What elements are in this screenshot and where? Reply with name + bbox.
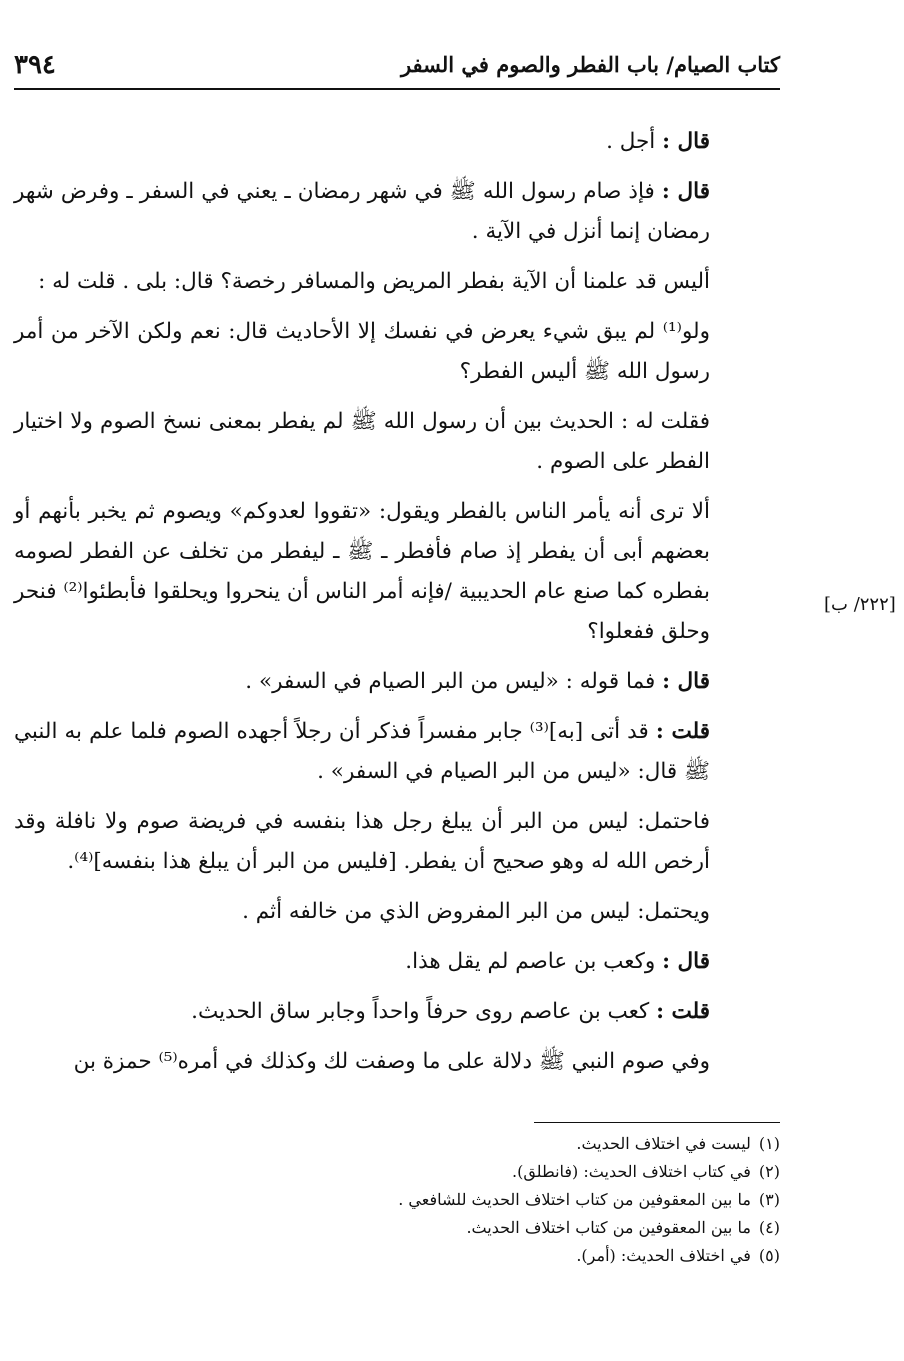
- paragraph-text: فما قوله : «ليس من البر الصيام في السفر» .: [245, 669, 663, 694]
- footnote-text: ما بين المعقوفين من كتاب اختلاف الحديث.: [466, 1218, 751, 1237]
- footnote-text: في كتاب اختلاف الحديث: (فانطلق).: [511, 1162, 751, 1181]
- footnote-text: ليست في اختلاف الحديث.: [576, 1134, 751, 1153]
- speaker-label: قال :: [662, 669, 710, 694]
- running-header: [14, 50, 780, 90]
- paragraph-text: كعب بن عاصم روى حرفاً واحداً وجابر ساق الحديث.: [191, 999, 657, 1024]
- paragraph: [14, 262, 780, 302]
- footnote: [80, 1242, 780, 1270]
- paragraph: [14, 1042, 780, 1082]
- paragraph-text: وفي صوم النبي ﷺ دلالة على ما وصفت لك وكذلك في أمره⁽⁵⁾ حمزة بن: [73, 1049, 710, 1074]
- paragraph-text: ولو⁽¹⁾ لم يبق شيء يعرض في نفسك إلا الأحاديث قال: نعم ولكن الآخر من أمر رسول الله ﷺ أليس الفطر؟: [14, 319, 710, 384]
- paragraph: [14, 492, 780, 652]
- paragraph-text: فإذ صام رسول الله ﷺ في شهر رمضان ـ يعني في السفر ـ وفرض شهر رمضان إنما أنزل في الآية .: [14, 179, 710, 244]
- footnote: [80, 1130, 780, 1158]
- footnote: [80, 1214, 780, 1242]
- footnote-number: (١): [758, 1134, 780, 1153]
- paragraph: [14, 662, 780, 702]
- paragraph: [14, 942, 780, 982]
- paragraph-text: أليس قد علمنا أن الآية بفطر المريض والمسافر رخصة؟ قال: بلى . قلت له :: [38, 269, 710, 294]
- paragraph-text: ويحتمل: ليس من البر المفروض الذي من خالفه أثم .: [242, 899, 710, 924]
- footnote-divider: [534, 1122, 780, 1123]
- chapter-title: كتاب الصيام/ باب الفطر والصوم في السفر: [400, 52, 780, 77]
- paragraph-text: ألا ترى أنه يأمر الناس بالفطر ويقول: «تقووا لعدوكم» ويصوم ثم يخبر بأنهم أو بعضهم أبى أن يفطر إذ صام فأفطر ـ ﷺ ـ ليفطر من تخلف عن الفطر لصومه بفطره كما صنع عام الحديبية /فإنه أمر الناس أن ينحروا ويحلقوا فأبطئوا⁽²⁾ فنحر وحلق ففعلوا؟: [13, 499, 710, 644]
- paragraph-text: فقلت له : الحديث بين أن رسول الله ﷺ لم يفطر بمعنى نسخ الصوم ولا اختيار الفطر على الصوم .: [14, 409, 710, 474]
- paragraph: [14, 402, 780, 482]
- footnote: [80, 1186, 780, 1214]
- paragraph: [14, 312, 780, 392]
- speaker-label: قلت :: [655, 719, 710, 744]
- page-number: ٣٩٤: [14, 50, 56, 80]
- speaker-label: قال :: [662, 129, 710, 154]
- paragraph: [14, 992, 780, 1032]
- paragraph: [14, 892, 780, 932]
- footnote-number: (٣): [758, 1190, 780, 1209]
- paragraph: [14, 802, 780, 882]
- paragraph-text: قد أتى [به]⁽³⁾ جابر مفسراً فذكر أن رجلاً أجهده الصوم فلما علم به النبي ﷺ قال: «ليس من البر الصيام في السفر» .: [14, 719, 710, 784]
- speaker-label: قال :: [661, 179, 710, 204]
- footnote: [80, 1158, 780, 1186]
- footnotes: [80, 1130, 780, 1270]
- footnote-number: (٥): [758, 1246, 780, 1265]
- footnote-text: في اختلاف الحديث: (أمر).: [576, 1246, 751, 1265]
- main-text: [14, 122, 780, 1092]
- margin-folio-note: [٢٢٢/ ب]: [824, 594, 896, 615]
- paragraph-text: فاحتمل: ليس من البر أن يبلغ رجل هذا بنفسه في فريضة صوم ولا نافلة وقد أرخص الله له وهو صحيح أن يفطر. [فليس من البر أن يبلغ هذا بنفسه]⁽⁴⁾.: [14, 809, 710, 874]
- footnote-number: (٤): [758, 1218, 780, 1237]
- speaker-label: قال :: [662, 949, 710, 974]
- paragraph: [14, 122, 780, 162]
- speaker-label: قلت :: [656, 999, 710, 1024]
- paragraph: [14, 172, 780, 252]
- footnote-number: (٢): [758, 1162, 780, 1181]
- footnote-text: ما بين المعقوفين من كتاب اختلاف الحديث للشافعي .: [398, 1190, 751, 1209]
- paragraph-text: أجل .: [606, 129, 663, 154]
- paragraph-text: وكعب بن عاصم لم يقل هذا.: [405, 949, 663, 974]
- paragraph: [14, 712, 780, 792]
